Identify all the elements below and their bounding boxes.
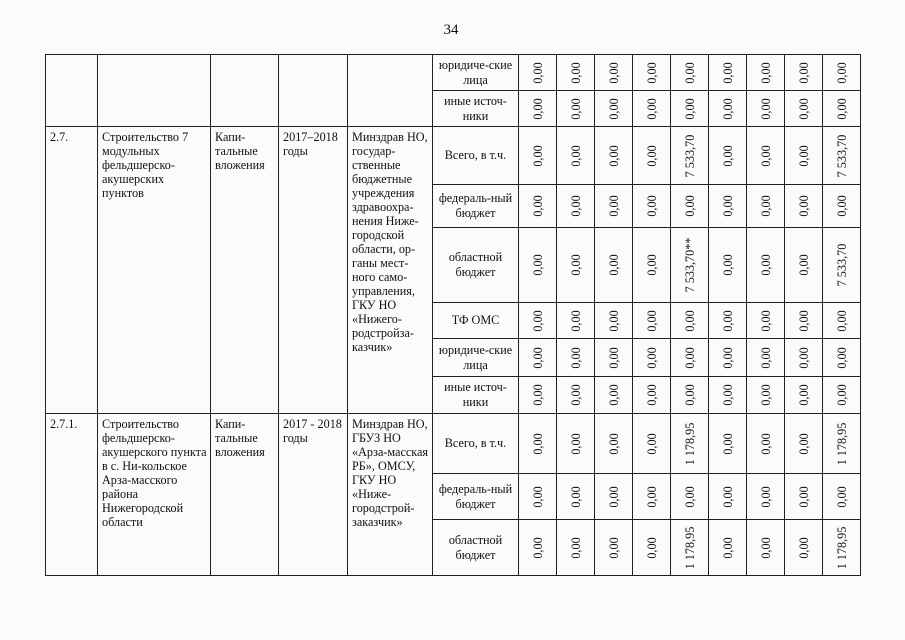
- value: 0,00: [530, 309, 545, 332]
- value: 0,00: [720, 485, 735, 508]
- value: 0,00: [834, 97, 849, 120]
- value: 0,00: [682, 384, 697, 406]
- value: 0,00: [720, 195, 735, 217]
- source-label: Всего, в т.ч.: [433, 127, 519, 185]
- value: 0,00: [644, 97, 659, 120]
- value: 0,00: [796, 432, 811, 455]
- value: 0,00: [568, 346, 583, 369]
- value: 0,00: [568, 309, 583, 332]
- value: 1 178,95: [834, 526, 849, 569]
- value: 0,00: [530, 144, 545, 167]
- value: 0,00: [796, 384, 811, 406]
- value: 0,00: [720, 61, 735, 84]
- source-label: иные источ-ники: [433, 377, 519, 414]
- source-label: юридиче-ские лица: [433, 339, 519, 377]
- value: 0,00: [568, 485, 583, 508]
- cont-number-cell: [46, 55, 98, 127]
- value: 0,00: [796, 97, 811, 120]
- value: 0,00: [834, 309, 849, 332]
- cont-period-cell: [279, 55, 348, 127]
- value: 0,00: [606, 485, 621, 508]
- value: 0,00: [796, 61, 811, 84]
- value: 0,00: [530, 97, 545, 120]
- value: 0,00: [720, 309, 735, 332]
- value: 0,00: [758, 309, 773, 332]
- value: 0,00: [758, 195, 773, 217]
- value: 0,00: [758, 346, 773, 369]
- source-label: ТФ ОМС: [433, 303, 519, 339]
- value: 0,00: [644, 144, 659, 167]
- item-period: 2017–2018 годы: [279, 127, 348, 414]
- value: 0,00: [758, 61, 773, 84]
- value: 0,00: [758, 97, 773, 120]
- value: 0,00: [606, 346, 621, 369]
- item-number: 2.7.1.: [46, 414, 98, 576]
- value: 0,00: [834, 485, 849, 508]
- value: 0,00: [568, 61, 583, 84]
- value: 7 533,70: [834, 134, 849, 177]
- value: 0,00: [758, 536, 773, 559]
- value: 0,00: [682, 485, 697, 508]
- value: 0,00: [606, 432, 621, 455]
- value: 0,00: [644, 61, 659, 84]
- value: 0,00: [796, 485, 811, 508]
- value: 0,00: [720, 97, 735, 120]
- item-executor: Минздрав НО, ГБУЗ НО «Арза-масская РБ», ОМСУ, ГКУ НО «Ниже-городстрой-заказчик»: [348, 414, 433, 576]
- item-executor: Минздрав НО, государ-ственные бюджетные учреждения здравоохра-нения Ниже-городской области, ор-ганы мест-ного само-управления, ГКУ НО «Нижего-родстройза-казчик»: [348, 127, 433, 414]
- value: 0,00: [530, 61, 545, 84]
- value: 0,00: [720, 346, 735, 369]
- value: 0,00: [682, 309, 697, 332]
- value: 0,00: [644, 195, 659, 217]
- value: 0,00: [758, 254, 773, 276]
- value: 0,00: [606, 536, 621, 559]
- value: 0,00: [720, 384, 735, 406]
- cont-name-cell: [98, 55, 211, 127]
- value: 0,00: [644, 346, 659, 369]
- value: 1 178,95: [682, 526, 697, 569]
- value: 0,00: [644, 432, 659, 455]
- value: 0,00: [644, 254, 659, 276]
- value: 0,00: [758, 432, 773, 455]
- table-row: [46, 55, 861, 91]
- item-type: Капи-тальные вложения: [211, 127, 279, 414]
- value: 0,00: [796, 346, 811, 369]
- value: 0,00: [568, 384, 583, 406]
- value: 0,00: [644, 384, 659, 406]
- program-table: [45, 54, 861, 576]
- value: 0,00: [606, 195, 621, 217]
- value: 0,00: [606, 254, 621, 276]
- value: 0,00: [644, 536, 659, 559]
- value: 1 178,95: [834, 422, 849, 465]
- value: 0,00: [568, 432, 583, 455]
- value: 0,00: [568, 254, 583, 276]
- value: 0,00: [530, 432, 545, 455]
- value: 0,00: [720, 254, 735, 276]
- value: 0,00: [530, 254, 545, 276]
- value: 0,00: [530, 195, 545, 217]
- value: 0,00: [682, 97, 697, 120]
- value: 0,00: [834, 195, 849, 217]
- table-row: [46, 127, 861, 185]
- value: 0,00: [682, 61, 697, 84]
- value: 0,00: [720, 432, 735, 455]
- source-label: областной бюджет: [433, 228, 519, 303]
- value: 0,00: [758, 485, 773, 508]
- value: 0,00: [606, 384, 621, 406]
- value: 0,00: [530, 346, 545, 369]
- source-label: федераль-ный бюджет: [433, 185, 519, 228]
- value: 7 533,70: [834, 243, 849, 287]
- value: 0,00: [568, 97, 583, 120]
- value: 0,00: [644, 309, 659, 332]
- value: 0,00: [720, 536, 735, 559]
- value: 0,00: [530, 485, 545, 508]
- cont-executor-cell: [348, 55, 433, 127]
- value: 0,00: [796, 536, 811, 559]
- value: 0,00: [530, 536, 545, 559]
- source-label: областной бюджет: [433, 520, 519, 576]
- item-period: 2017 - 2018 годы: [279, 414, 348, 576]
- value: 0,00: [720, 144, 735, 167]
- value: 0,00: [796, 309, 811, 332]
- page-number: 34: [443, 22, 459, 38]
- value: 0,00: [834, 346, 849, 369]
- item-number: 2.7.: [46, 127, 98, 414]
- item-type: Капи-тальные вложения: [211, 414, 279, 576]
- value: 0,00: [682, 195, 697, 217]
- item-name: Строительство 7 модульных фельдшерско-акушерских пунктов: [98, 127, 211, 414]
- value: 0,00: [644, 485, 659, 508]
- source-label: иные источ-ники: [433, 91, 519, 127]
- value: 0,00: [606, 144, 621, 167]
- value: 0,00: [834, 61, 849, 84]
- value: 1 178,95: [682, 422, 697, 465]
- value: 0,00: [682, 346, 697, 369]
- value: 0,00: [568, 144, 583, 167]
- source-label: юридиче-ские лица: [433, 55, 519, 91]
- value: 0,00: [606, 61, 621, 84]
- value: 0,00: [606, 309, 621, 332]
- value: 0,00: [568, 536, 583, 559]
- value: 0,00: [606, 97, 621, 120]
- cont-type-cell: [211, 55, 279, 127]
- value: 0,00: [758, 144, 773, 167]
- item-name: Строительство фельдшерско-акушерского пункта в с. Ни-кольское Арза-масского района Нижегородской области: [98, 414, 211, 576]
- value: 0,00: [796, 254, 811, 276]
- value: 7 533,70: [682, 134, 697, 177]
- value: 0,00: [530, 384, 545, 406]
- value: 0,00: [758, 384, 773, 406]
- value: 0,00: [568, 195, 583, 217]
- source-label: федераль-ный бюджет: [433, 474, 519, 520]
- value: 0,00: [796, 144, 811, 167]
- value: 7 533,70**: [682, 237, 697, 293]
- value: 0,00: [834, 384, 849, 406]
- table-row: [46, 414, 861, 474]
- value: 0,00: [796, 195, 811, 217]
- source-label: Всего, в т.ч.: [433, 414, 519, 474]
